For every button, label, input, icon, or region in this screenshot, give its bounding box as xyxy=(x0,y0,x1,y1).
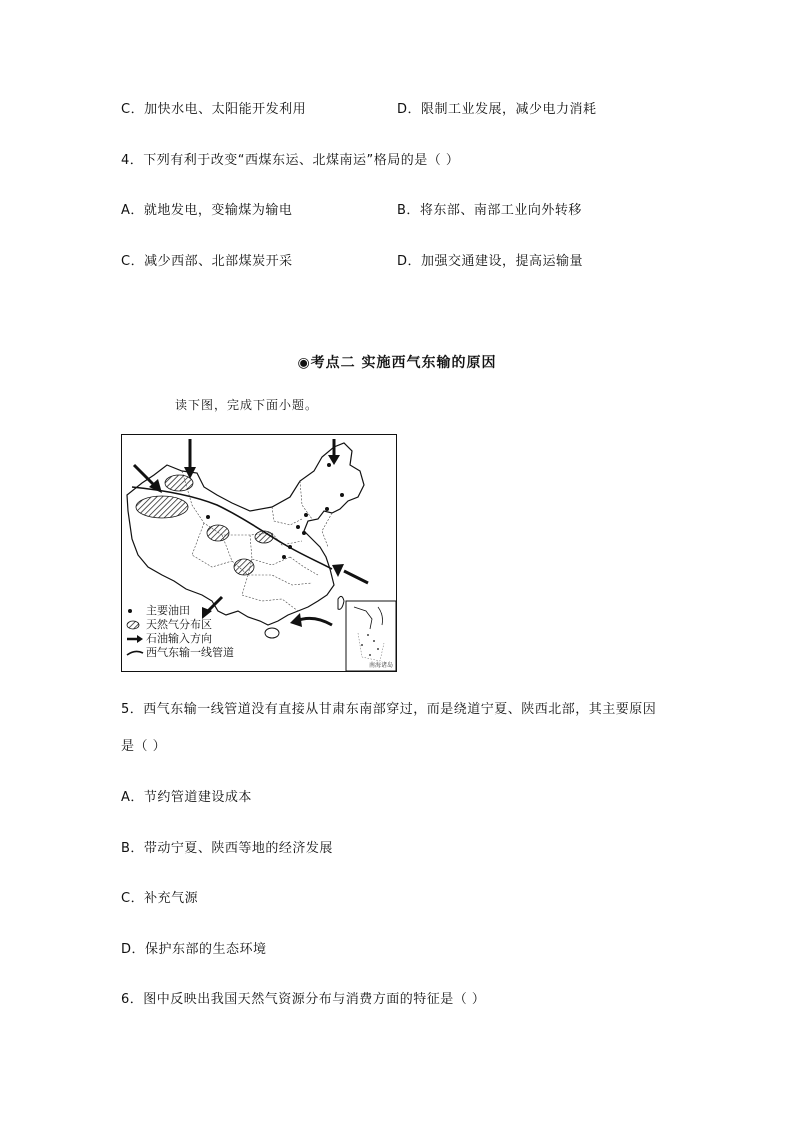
legend-oil-import xyxy=(126,632,234,646)
q5-stem-line2: 是（ ） xyxy=(121,739,167,754)
pipeline-line-icon xyxy=(126,647,144,659)
q5-option-d: D．保护东部的生态环境 xyxy=(121,942,267,957)
oil-arrow-icon xyxy=(126,633,144,645)
legend-oilfield-label: 主要油田 xyxy=(146,604,190,617)
inset-label: 南海诸岛 xyxy=(368,662,393,669)
legend-gas-area-label: 天然气分布区 xyxy=(146,618,212,631)
q4-option-a: A．就地发电，变输煤为输电 xyxy=(121,203,293,218)
gas-hatch-icon xyxy=(126,619,144,631)
q3-option-c: C．加快水电、太阳能开发利用 xyxy=(121,102,307,117)
legend-pipeline-label: 西气东输一线管道 xyxy=(146,646,234,659)
map-legend xyxy=(126,604,234,660)
q5-option-a: A．节约管道建设成本 xyxy=(121,790,252,805)
gas-area-tarim xyxy=(136,496,188,518)
q4-stem: 4．下列有利于改变“西煤东运、北煤南运”格局的是（ ） xyxy=(121,153,460,168)
gas-area-ordos xyxy=(255,531,273,543)
q6-stem: 6．图中反映出我国天然气资源分布与消费方面的特征是（ ） xyxy=(121,992,486,1007)
gas-area-junggar xyxy=(165,475,193,491)
q4-option-b: B．将东部、南部工业向外转移 xyxy=(397,203,582,218)
q5-option-b: B．带动宁夏、陕西等地的经济发展 xyxy=(121,841,333,856)
q5-option-c: C．补充气源 xyxy=(121,891,199,906)
q4-option-d: D．加强交通建设，提高运输量 xyxy=(397,254,584,269)
gas-area-sichuan xyxy=(234,559,254,575)
legend-pipeline xyxy=(126,646,234,660)
section-heading: ◉考点二 实施西气东输的原因 xyxy=(297,355,497,371)
legend-oil-import-label: 石油输入方向 xyxy=(146,632,212,645)
q3-option-d: D．限制工业发展，减少电力消耗 xyxy=(397,102,597,117)
q4-option-c: C．减少西部、北部煤炭开采 xyxy=(121,254,293,269)
section-intro: 读下图，完成下面小题。 xyxy=(175,398,319,412)
hainan-island xyxy=(265,628,279,638)
china-gas-map xyxy=(121,434,397,672)
oilfield-dot-icon xyxy=(126,605,144,617)
taiwan-island xyxy=(338,596,344,609)
q5-stem-line1: 5．西气东输一线管道没有直接从甘肃东南部穿过，而是绕道宁夏、陕西北部，其主要原因 xyxy=(121,702,657,717)
gas-area-qaidam xyxy=(207,525,229,541)
china-outline xyxy=(127,443,364,625)
legend-oilfield xyxy=(126,604,234,618)
legend-gas-area xyxy=(126,618,234,632)
